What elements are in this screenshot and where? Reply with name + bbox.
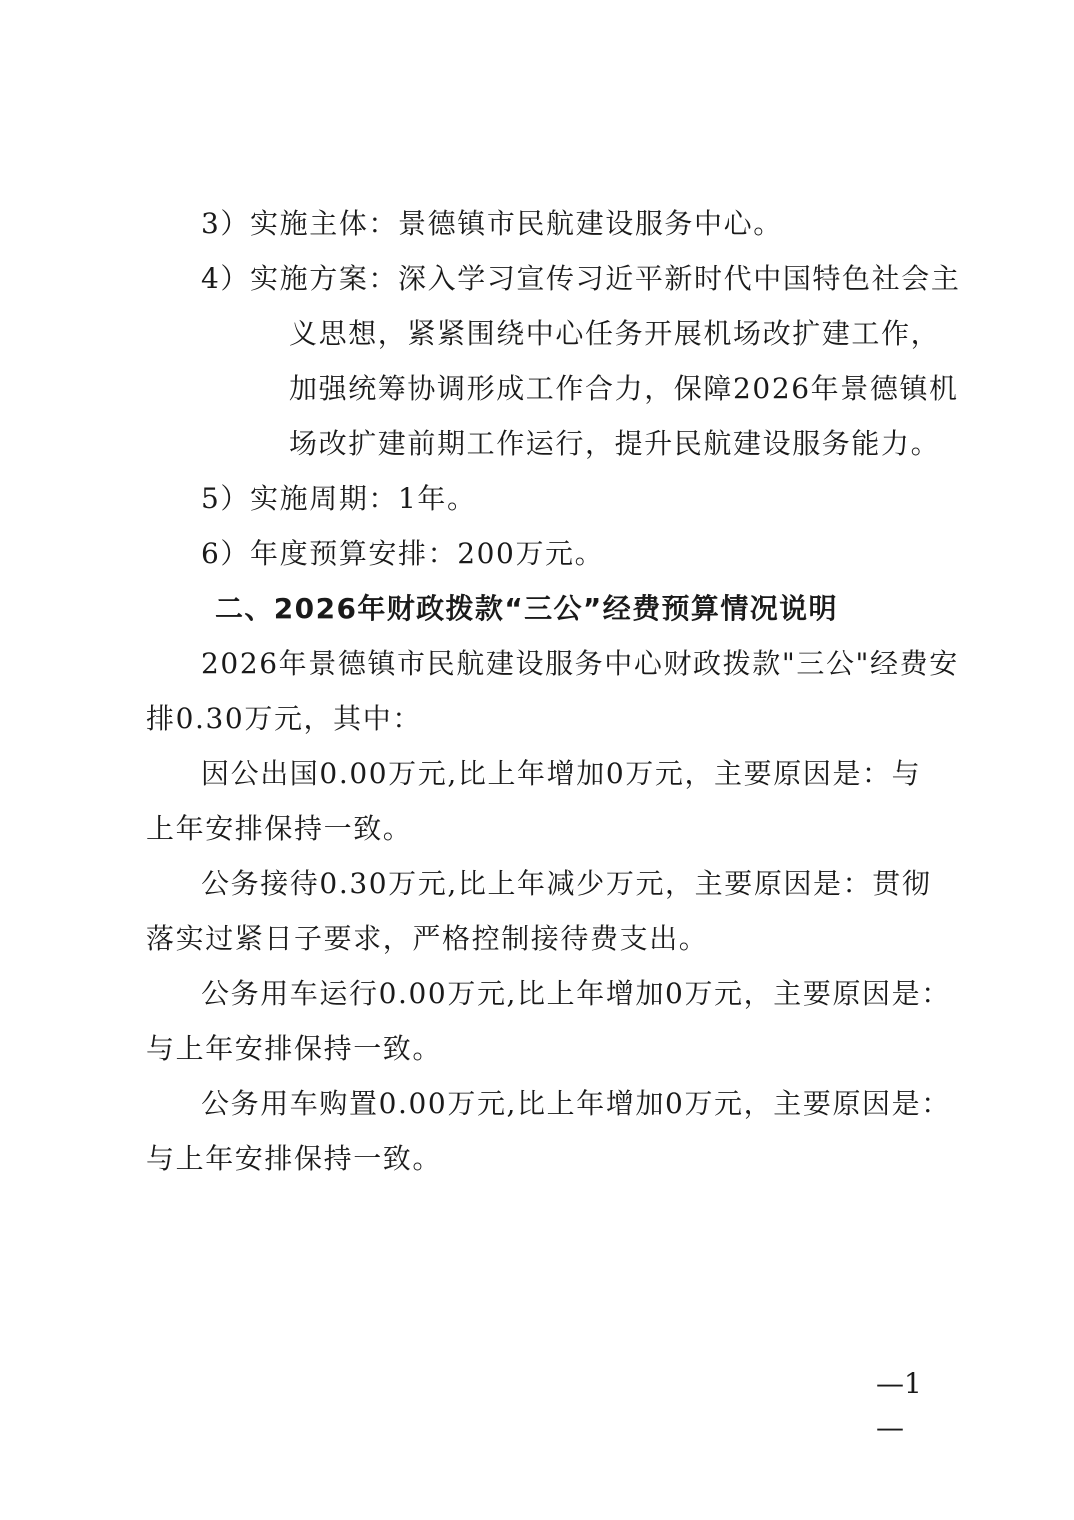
paragraph-3-line-1: 公务接待0.30万元,比上年减少万元，主要原因是：贯彻 — [201, 867, 932, 900]
list-item-6-label: 6）年度预算安排： — [201, 537, 458, 570]
list-item-4-text-line-1: 深入学习宣传习近平新时代中国特色社会主 — [398, 262, 961, 295]
list-item-4-text-line-4: 场改扩建前期工作运行，提升民航建设服务能力。 — [289, 427, 941, 460]
list-item-3-label: 3）实施主体： — [201, 207, 399, 240]
list-item-3-text: 景德镇市民航建设服务中心。 — [398, 207, 783, 240]
section-heading: 二、2026年财政拨款“三公”经费预算情况说明 — [215, 592, 838, 625]
paragraph-2-line-2: 上年安排保持一致。 — [146, 812, 413, 845]
list-item-4-label: 4）实施方案： — [201, 262, 399, 295]
list-item-4-text-line-3: 加强统筹协调形成工作合力，保障2026年景德镇机 — [289, 372, 959, 405]
list-item-5-text: 1年。 — [398, 482, 477, 515]
list-item-5-label: 5）实施周期： — [201, 482, 399, 515]
paragraph-4-line-1: 公务用车运行0.00万元,比上年增加0万元，主要原因是： — [201, 977, 951, 1010]
paragraph-5-line-1: 公务用车购置0.00万元,比上年增加0万元，主要原因是： — [201, 1087, 951, 1120]
list-item-3 — [201, 204, 783, 244]
paragraph-1-line-2: 排0.30万元，其中： — [146, 702, 422, 735]
list-item-4 — [201, 259, 960, 299]
paragraph-5-line-2: 与上年安排保持一致。 — [146, 1142, 443, 1175]
list-item-6 — [201, 534, 604, 574]
page-number-line-2: — — [876, 1411, 904, 1444]
paragraph-1-line-1: 2026年景德镇市民航建设服务中心财政拨款"三公"经费安 — [201, 647, 959, 680]
paragraph-2-line-1: 因公出国0.00万元,比上年增加0万元，主要原因是：与 — [201, 757, 922, 790]
paragraph-4-line-2: 与上年安排保持一致。 — [146, 1032, 443, 1065]
list-item-6-text: 200万元。 — [457, 537, 605, 570]
page-number-line-1: —1 — [876, 1367, 922, 1400]
list-item-4-text-line-2: 义思想，紧紧围绕中心任务开展机场改扩建工作， — [289, 317, 941, 350]
paragraph-3-line-2: 落实过紧日子要求，严格控制接待费支出。 — [146, 922, 709, 955]
list-item-5 — [201, 479, 477, 519]
